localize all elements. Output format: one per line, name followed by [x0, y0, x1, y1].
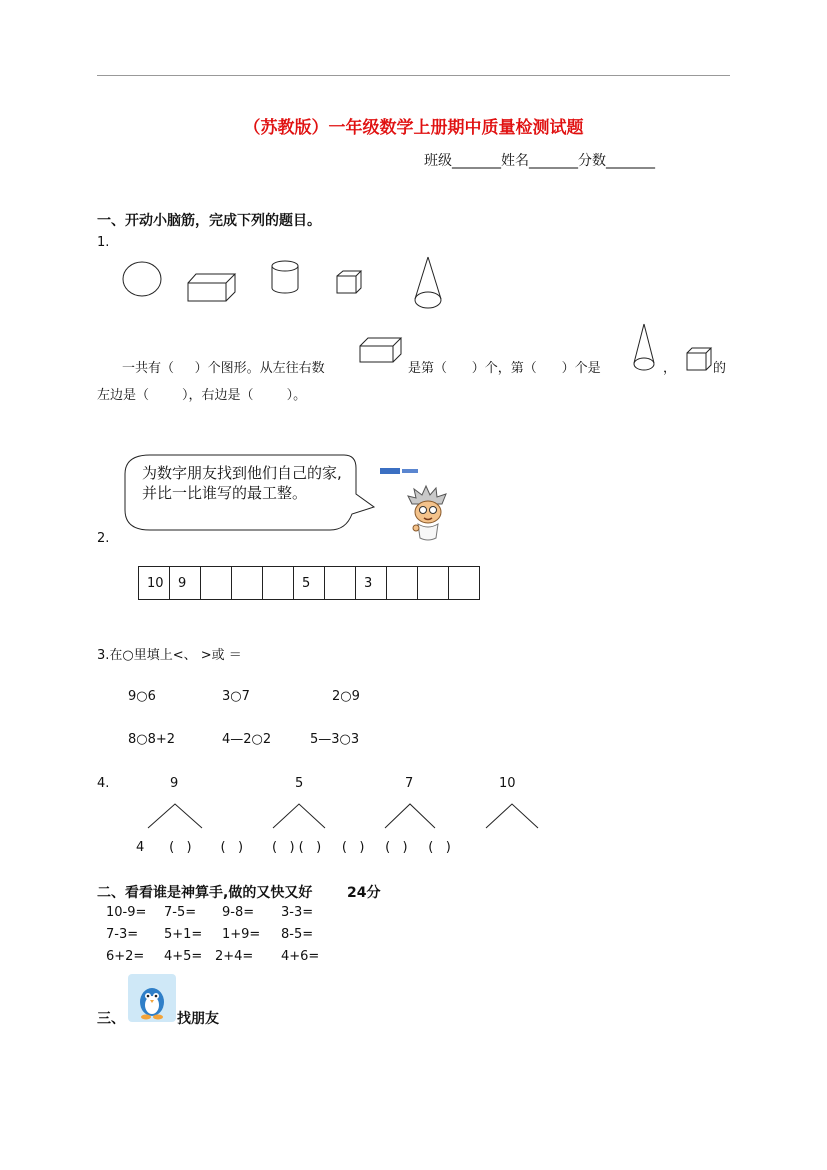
- calc-item: 5+1=: [164, 927, 203, 942]
- cuboid-shape: [188, 274, 235, 301]
- cone-inline-icon: [631, 322, 657, 372]
- q3-item: 2○9: [332, 689, 360, 704]
- cartoon-character-icon: [404, 484, 454, 544]
- q3-item: 8○8+2: [128, 732, 176, 747]
- q1-number: 1.: [97, 235, 110, 250]
- cube-shape: [337, 271, 361, 293]
- cylinder-shape: [272, 261, 298, 293]
- number-cell[interactable]: [387, 567, 418, 600]
- header-rule: [97, 75, 730, 76]
- q1-text-c: ，: [663, 361, 677, 376]
- q3-item: 3○7: [222, 689, 250, 704]
- blue-label-icon: [380, 466, 420, 478]
- calc-item: 9-8=: [222, 905, 255, 920]
- calc-item: 1+9=: [222, 927, 261, 942]
- number-cell[interactable]: [232, 567, 263, 600]
- calc-item: 7-3=: [106, 927, 139, 942]
- q1-text-b: 是第（ ）个，第（ ）个是: [408, 361, 601, 376]
- q3-heading: 3.在○里填上<、 >或 ＝: [97, 648, 242, 663]
- calc-item: 2+4=: [215, 949, 254, 964]
- number-cell[interactable]: [418, 567, 449, 600]
- shapes-row: [115, 255, 455, 315]
- q3-item: 9○6: [128, 689, 156, 704]
- number-cell[interactable]: [449, 567, 480, 600]
- speech-text: 为数字朋友找到他们自己的家,并比一比谁写的最工整。: [142, 464, 342, 502]
- cube-inline-icon: [685, 346, 713, 372]
- number-cell[interactable]: 9: [170, 567, 201, 600]
- q4-tree-top: 9: [170, 776, 179, 791]
- number-bond-lines: [140, 800, 560, 832]
- q3-item: 4—2○2: [222, 732, 272, 747]
- calc-item: 4+5=: [164, 949, 203, 964]
- page-title: （苏教版）一年级数学上册期中质量检测试题: [243, 118, 584, 138]
- cone-shape: [415, 257, 441, 308]
- q3-item: 5—3○3: [310, 732, 360, 747]
- circle-shape: [123, 262, 161, 296]
- q4-number: 4.: [97, 776, 110, 791]
- calc-item: 4+6=: [281, 949, 320, 964]
- number-cell[interactable]: 3: [356, 567, 387, 600]
- q1-text-a: 一共有（ ）个图形。从左往右数: [122, 361, 325, 376]
- q4-tree-top: 10: [499, 776, 516, 791]
- penguin-icon: [128, 974, 178, 1024]
- calc-item: 3-3=: [281, 905, 314, 920]
- student-info-line: 班级_______姓名_______分数_______: [424, 153, 655, 169]
- number-cell[interactable]: [325, 567, 356, 600]
- cuboid-inline-icon: [358, 335, 404, 365]
- q2-number: 2.: [97, 531, 110, 546]
- calc-item: 7-5=: [164, 905, 197, 920]
- section1-heading: 一、开动小脑筋，完成下列的题目。: [97, 213, 321, 229]
- section2-heading: 二、看看谁是神算手,做的又快又好: [97, 885, 313, 901]
- calc-item: 8-5=: [281, 927, 314, 942]
- q4-answer-row: 4 ( ) ( ) ( ) ( ) ( ) ( ) ( ): [136, 840, 451, 855]
- q1-text-d: 的: [713, 361, 727, 376]
- number-table: [138, 566, 480, 600]
- number-cell[interactable]: [263, 567, 294, 600]
- section3-heading: 找朋友: [177, 1011, 219, 1027]
- q4-tree-top: 5: [295, 776, 304, 791]
- section3-prefix: 三、: [97, 1011, 125, 1027]
- number-cell[interactable]: 10: [139, 567, 170, 600]
- section2-score: 24分: [347, 885, 381, 901]
- calc-item: 6+2=: [106, 949, 145, 964]
- q1-text-line2: 左边是（ ），右边是（ ）。: [97, 388, 307, 403]
- q4-tree-top: 7: [405, 776, 414, 791]
- calc-item: 10-9=: [106, 905, 147, 920]
- number-cell[interactable]: 5: [294, 567, 325, 600]
- number-cell[interactable]: [201, 567, 232, 600]
